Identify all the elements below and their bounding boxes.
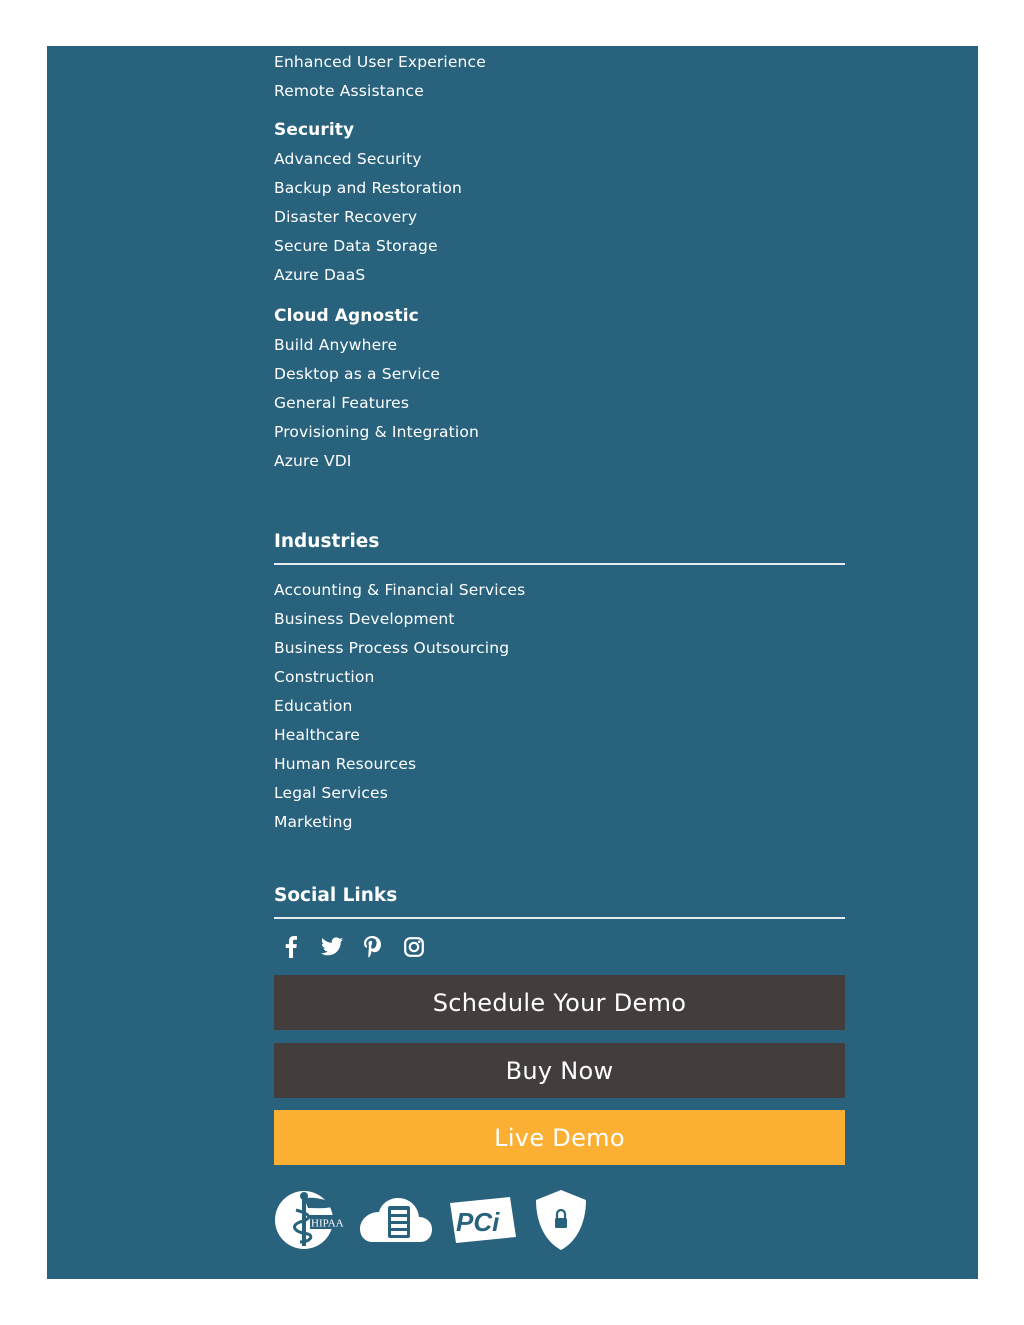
link-accounting-financial-services[interactable]: Accounting & Financial Services <box>274 581 526 599</box>
top-links <box>274 48 486 106</box>
link-legal-services[interactable]: Legal Services <box>274 784 388 802</box>
schedule-demo-button[interactable]: Schedule Your Demo <box>274 975 845 1030</box>
link-healthcare[interactable]: Healthcare <box>274 726 360 744</box>
link-marketing[interactable]: Marketing <box>274 813 353 831</box>
industries-section <box>274 529 845 837</box>
link-azure-daas[interactable]: Azure DaaS <box>274 266 366 284</box>
link-remote-assistance[interactable]: Remote Assistance <box>274 82 424 100</box>
instagram-icon[interactable] <box>402 935 425 958</box>
social-divider <box>274 917 845 919</box>
pinterest-icon[interactable] <box>361 935 384 958</box>
social-icons <box>274 935 845 958</box>
industries-heading: Industries <box>274 531 380 552</box>
compliance-badges <box>274 1188 590 1256</box>
link-business-process-outsourcing[interactable]: Business Process Outsourcing <box>274 639 510 657</box>
cloud-agnostic-group <box>274 305 479 476</box>
link-backup-and-restoration[interactable]: Backup and Restoration <box>274 179 462 197</box>
pci-badge-text: PCi <box>456 1207 500 1237</box>
security-group <box>274 119 462 290</box>
link-enhanced-user-experience[interactable]: Enhanced User Experience <box>274 53 486 71</box>
link-human-resources[interactable]: Human Resources <box>274 755 417 773</box>
security-heading: Security <box>274 120 355 140</box>
footer-panel <box>47 46 978 1279</box>
link-advanced-security[interactable]: Advanced Security <box>274 150 422 168</box>
social-section <box>274 883 845 958</box>
cloud-agnostic-heading: Cloud Agnostic <box>274 306 419 326</box>
cloud-server-icon <box>358 1196 432 1248</box>
hipaa-badge-text: HIPAA <box>311 1217 344 1230</box>
industries-divider <box>274 563 845 565</box>
facebook-icon[interactable] <box>279 935 302 958</box>
hipaa-badge-icon <box>274 1188 344 1256</box>
link-construction[interactable]: Construction <box>274 668 375 686</box>
twitter-icon[interactable] <box>320 935 343 958</box>
link-build-anywhere[interactable]: Build Anywhere <box>274 336 398 354</box>
link-general-features[interactable]: General Features <box>274 394 410 412</box>
link-provisioning-integration[interactable]: Provisioning & Integration <box>274 423 479 441</box>
pci-badge-icon <box>446 1195 518 1249</box>
link-disaster-recovery[interactable]: Disaster Recovery <box>274 208 418 226</box>
link-secure-data-storage[interactable]: Secure Data Storage <box>274 237 438 255</box>
buy-now-button[interactable]: Buy Now <box>274 1043 845 1098</box>
social-heading: Social Links <box>274 885 398 906</box>
link-education[interactable]: Education <box>274 697 353 715</box>
link-business-development[interactable]: Business Development <box>274 610 455 628</box>
link-azure-vdi[interactable]: Azure VDI <box>274 452 352 470</box>
live-demo-button[interactable]: Live Demo <box>274 1110 845 1165</box>
shield-lock-icon <box>532 1188 590 1256</box>
link-desktop-as-a-service[interactable]: Desktop as a Service <box>274 365 441 383</box>
